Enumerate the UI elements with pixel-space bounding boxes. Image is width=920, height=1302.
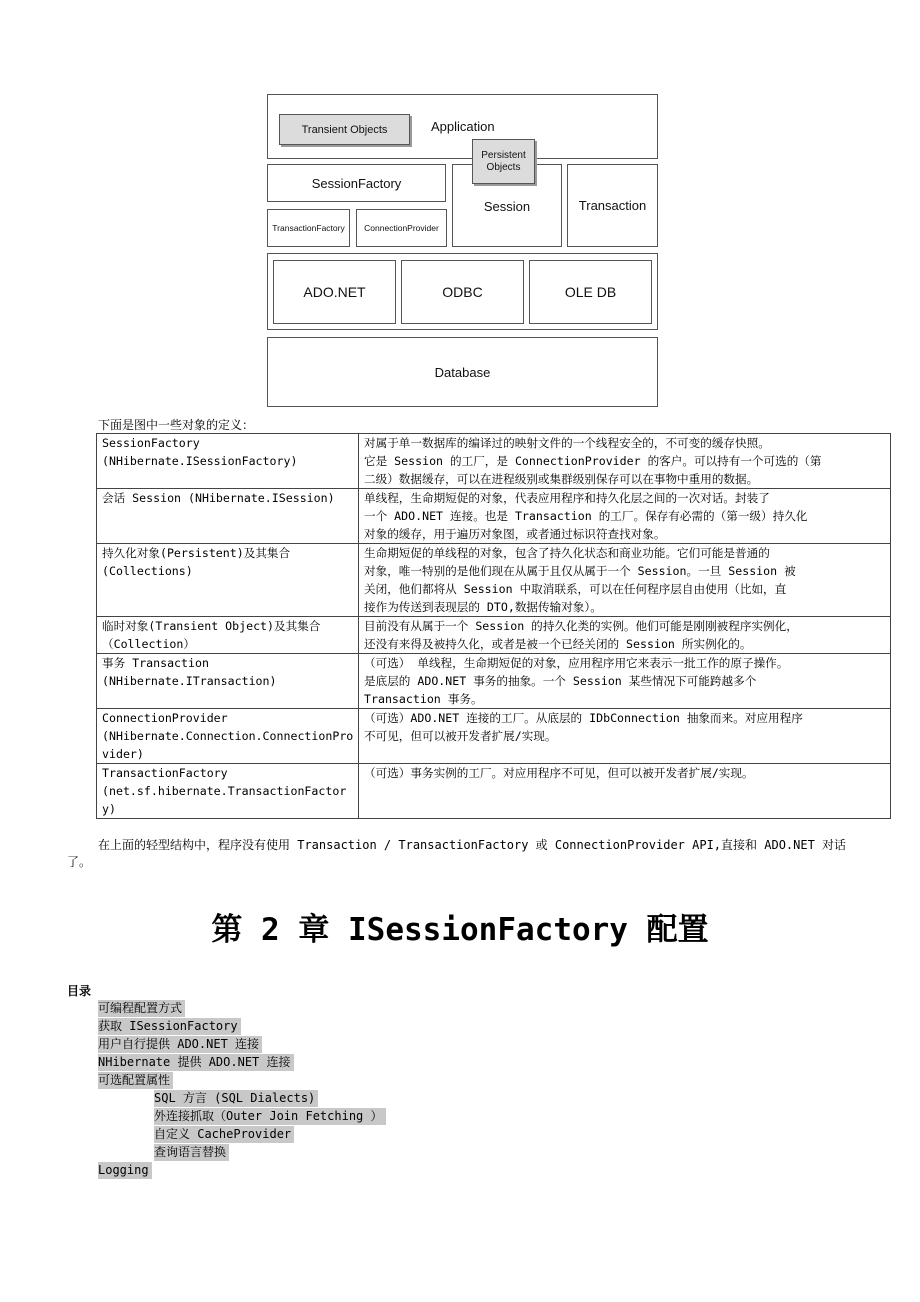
- transaction-factory-box: [267, 209, 350, 247]
- definition-row: [97, 544, 891, 617]
- odbc-label: ODBC: [442, 284, 483, 300]
- session-factory-box: [267, 164, 446, 202]
- definition-term: SessionFactory (NHibernate.ISessionFactory): [97, 434, 359, 489]
- transient-objects-box: [279, 114, 410, 145]
- persistent-objects-box: [472, 139, 535, 184]
- ado-net-box: [273, 260, 396, 324]
- definition-term: 会话 Session (NHibernate.ISession): [97, 489, 359, 544]
- definition-description: 目前没有从属于一个 Session 的持久化类的实例。他们可能是刚刚被程序实例化， 还没有来得及被持久化，或者是被一个已经关闭的 Session 所实例化的。: [359, 617, 891, 654]
- session-factory-label: SessionFactory: [311, 175, 402, 191]
- transaction-box: [567, 164, 658, 247]
- toc-heading: 目录: [67, 984, 92, 998]
- toc-item-optional-properties[interactable]: 可选配置属性: [98, 1072, 173, 1089]
- definition-row: [97, 764, 891, 819]
- definition-row: [97, 654, 891, 709]
- definition-term: 事务 Transaction (NHibernate.ITransaction): [97, 654, 359, 709]
- persistent-objects-label: Persistent Objects: [481, 149, 526, 173]
- definition-term: 临时对象(Transient Object)及其集合 （Collection）: [97, 617, 359, 654]
- definition-row: [97, 617, 891, 654]
- toc-item-user-provided-connection[interactable]: 用户自行提供 ADO.NET 连接: [98, 1036, 262, 1053]
- toc-item-query-substitution[interactable]: 查询语言替换: [154, 1144, 229, 1161]
- chapter-title: 第 2 章 ISessionFactory 配置: [211, 912, 709, 948]
- definition-term: 持久化对象(Persistent)及其集合 (Collections): [97, 544, 359, 617]
- ole-db-box: [529, 260, 652, 324]
- toc-item-programmatic-config[interactable]: 可编程配置方式: [98, 1000, 185, 1017]
- connection-provider-box: [356, 209, 447, 247]
- application-label: Application: [431, 119, 495, 134]
- definition-description: 单线程，生命期短促的对象，代表应用程序和持久化层之间的一次对话。封装了 一个 ADO.NET 连接。也是 Transaction 的工厂。保存有必需的（第一级）持久化 对象的缓存，用于遍历对象图，或者通过标识符查找对象。: [359, 489, 891, 544]
- definition-row: [97, 709, 891, 764]
- transaction-label: Transaction: [578, 198, 647, 213]
- definition-description: 对属于单一数据库的编译过的映射文件的一个线程安全的，不可变的缓存快照。 它是 Session 的工厂，是 ConnectionProvider 的客户。可以持有一个可选的（第 二级）数据缓存，可以在进程级别或集群级别保存可以在事物中重用的数据。: [359, 434, 891, 489]
- ole-db-label: OLE DB: [564, 284, 617, 300]
- toc-item-sql-dialects[interactable]: SQL 方言 (SQL Dialects): [154, 1090, 318, 1107]
- connection-provider-label: ConnectionProvider: [364, 223, 439, 233]
- paragraph-line-1: 在上面的轻型结构中，程序没有使用 Transaction / TransactionFactory 或 ConnectionProvider API,直接和 ADO.NET 对话: [98, 838, 847, 852]
- definition-description: （可选）事务实例的工厂。对应用程序不可见，但可以被开发者扩展/实现。: [359, 764, 891, 819]
- definition-term: TransactionFactory (net.sf.hibernate.TransactionFactory): [97, 764, 359, 819]
- transaction-factory-label: TransactionFactory: [272, 223, 345, 233]
- definition-description: （可选） 单线程，生命期短促的对象，应用程序用它来表示一批工作的原子操作。 是底层的 ADO.NET 事务的抽象。一个 Session 某些情况下可能跨越多个 Transaction 事务。: [359, 654, 891, 709]
- toc-item-nhibernate-connection[interactable]: NHibernate 提供 ADO.NET 连接: [98, 1054, 294, 1071]
- toc-item-custom-cacheprovider[interactable]: 自定义 CacheProvider: [154, 1126, 294, 1143]
- definitions-table: [96, 433, 891, 819]
- odbc-box: [401, 260, 524, 324]
- toc-item-obtain-isessionfactory[interactable]: 获取 ISessionFactory: [98, 1018, 241, 1035]
- definition-description: 生命期短促的单线程的对象，包含了持久化状态和商业功能。它们可能是普通的 对象，唯一特别的是他们现在从属于且仅从属于一个 Session。一旦 Session 被 关闭，他们都将从 Session 中取消联系，可以在任何程序层自由使用（比如，直 接作为传送到表现层的 DTO,数据传输对象）。: [359, 544, 891, 617]
- session-label: Session: [483, 199, 531, 214]
- toc-item-outer-join-fetching[interactable]: 外连接抓取（Outer Join Fetching ）: [154, 1108, 386, 1125]
- definition-row: [97, 434, 891, 489]
- transient-objects-label: Transient Objects: [301, 123, 388, 136]
- database-label: Database: [434, 364, 491, 380]
- definition-term: ConnectionProvider (NHibernate.Connection.ConnectionProvider): [97, 709, 359, 764]
- definition-description: （可选）ADO.NET 连接的工厂。从底层的 IDbConnection 抽象而来。对应用程序 不可见，但可以被开发者扩展/实现。: [359, 709, 891, 764]
- paragraph-line-2: 了。: [67, 855, 92, 869]
- definitions-intro: 下面是图中一些对象的定义：: [98, 418, 255, 432]
- database-box: [267, 337, 658, 407]
- definition-row: [97, 489, 891, 544]
- toc-item-logging[interactable]: Logging: [98, 1162, 152, 1179]
- ado-net-label: ADO.NET: [303, 284, 366, 300]
